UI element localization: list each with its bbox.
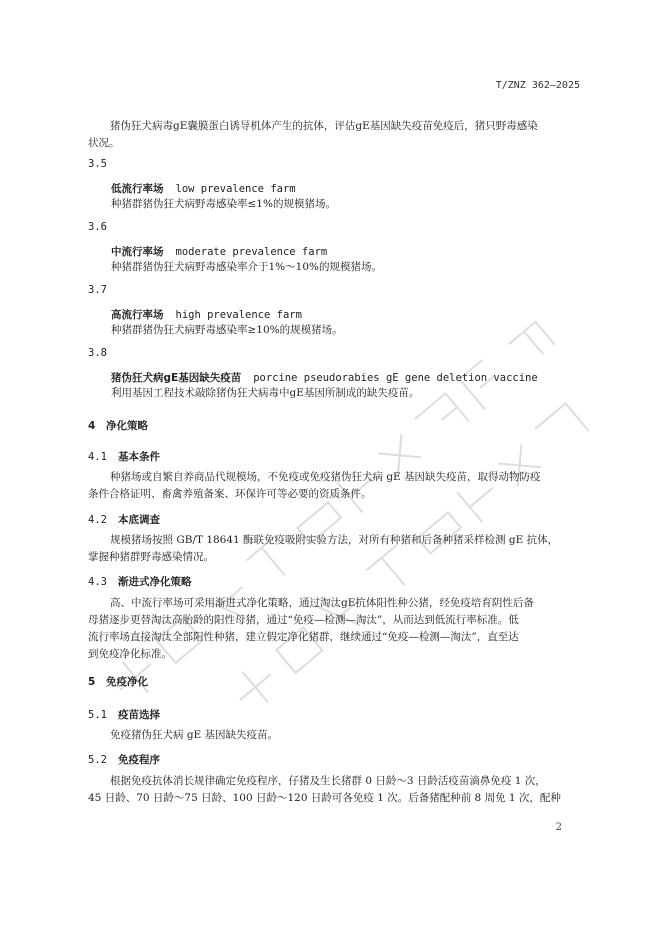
paragraph: 根据免疫抗体消长规律确定免疫程序，仔猪及生长猪群 0 日龄～3 日龄活疫苗滴鼻免疫 1 次， 45 日龄、70 日龄～75 日龄、100 日龄～120 日龄可各免疫 1 次。后备猪配种前 8 周免 1 次，配种 [88,775,561,804]
term-heading: 低流行率场 low prevalence farm [111,183,296,195]
term-definition: 种猪群猪伪狂犬病野毒感染率≤1%的规模猪场。 [111,198,336,210]
subsection-heading: 5.2 免疫程序 [88,754,160,766]
intro-text: 猪伪狂犬病毒gE囊膜蛋白诱导机体产生的抗体，评估gE基因缺失疫苗免疫后，猪只野毒感染 状况。 [88,120,538,149]
section-heading: 5 免疫净化 [88,676,148,688]
clause-number: 3.8 [88,347,107,359]
subsection-heading: 4.1 基本条件 [88,451,160,463]
subsection-heading: 4.3 渐进式净化策略 [88,576,192,588]
term-definition: 种猪群猪伪狂犬病野毒感染率介于1%～10%的规模猪场。 [111,261,382,273]
paragraph: 高、中流行率场可采用渐进式净化策略，通过淘汰gE抗体阳性种公猪，经免疫培育阴性后备 母猪逐步更替淘汰高胎龄的阳性母猪，通过“免疫—检测—淘汰”，从而达到低流行率标准。低 流行率场直接淘汰全部阳性种猪，建立假定净化猪群，继续通过“免疫—检测—淘汰”，直至达 到免疫净化标准。 [88,597,534,660]
clause-number: 3.5 [88,158,107,170]
paragraph: 免疫猪伪狂犬病 gE 基因缺失疫苗。 [110,729,279,741]
paragraph: 种猪场或自繁自养商品代规模场，不免疫或免疫猪伪狂犬病 gE 基因缺失疫苗，取得动物防疫 条件合格证明、畜禽养殖备案、环保许可等必要的资质条件。 [88,471,541,500]
clause-number: 3.7 [88,284,107,296]
paragraph: 规模猪场按照 GB/T 18641 酶联免疫吸附实验方法，对所有种猪和后备种猪采样检测 gE 抗体， 掌握种猪群野毒感染情况。 [88,534,559,563]
subsection-heading: 4.2 本底调查 [88,514,160,526]
clause-number: 3.6 [88,221,107,233]
term-definition: 利用基因工程技术敲除猪伪狂犬病毒中gE基因所制成的缺失疫苗。 [111,387,420,399]
subsection-heading: 5.1 疫苗选择 [88,709,160,721]
term-heading: 中流行率场 moderate prevalence farm [111,246,328,258]
section-heading: 4 净化策略 [88,420,148,432]
term-heading: 高流行率场 high prevalence farm [111,309,302,321]
term-heading: 猪伪狂犬病gE基因缺失疫苗 porcine pseudorabies gE gene deletion vaccine [111,372,538,384]
term-definition: 种猪群猪伪狂犬病野毒感染率≥10%的规模猪场。 [111,324,343,336]
page-number: 2 [555,822,562,833]
document-number: T/ZNZ 362—2025 [495,80,580,91]
